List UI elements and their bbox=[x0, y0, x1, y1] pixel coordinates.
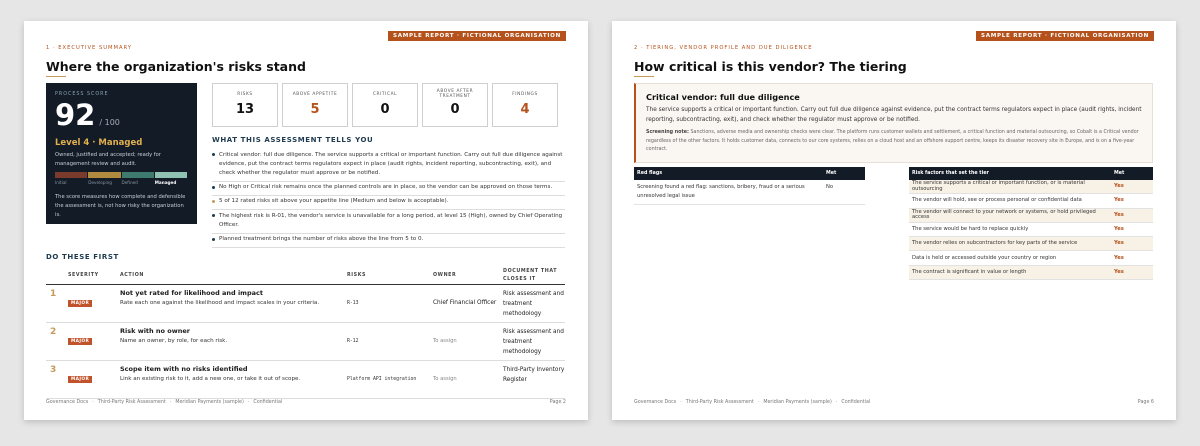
process-score-value: 92 bbox=[55, 98, 96, 132]
risk-ref: Platform API integration bbox=[347, 377, 417, 382]
stat-label: RISKS bbox=[237, 91, 253, 97]
document-cell: Third-Party Inventory Register bbox=[503, 367, 565, 384]
risk-factor-text: The service supports a critical or important function, or is material outsourcing bbox=[912, 180, 1085, 192]
action-row bbox=[46, 323, 565, 361]
footer-item: Meridian Payments (sample) bbox=[763, 400, 832, 405]
page-footer bbox=[634, 400, 1154, 405]
finding-item: No High or Critical risk remains once the planned controls are in place, so the vendor can be approved on those terms. bbox=[212, 182, 565, 196]
screening-note-label: Screening note: bbox=[646, 130, 689, 136]
page-number: Page 2 bbox=[549, 400, 566, 405]
action-row bbox=[46, 285, 565, 323]
risk-factor-text: Data is held or accessed outside your country or region bbox=[912, 254, 1057, 261]
risk-factor-row bbox=[909, 251, 1153, 265]
stat-value: 0 bbox=[380, 102, 390, 117]
action-cell bbox=[120, 327, 347, 360]
stat-card bbox=[492, 83, 558, 127]
footer-item: Governance Docs bbox=[46, 400, 89, 405]
risk-factor-row bbox=[909, 194, 1153, 208]
red-flag-text: Screening found a red flag: sanctions, bribery, fraud or a serious unresolved legal issue bbox=[637, 184, 805, 200]
do-first-header bbox=[46, 267, 565, 285]
title-underline bbox=[634, 76, 654, 77]
score-note: The score measures how complete and defensible the assessment is, not how risky the organization is. bbox=[55, 194, 186, 218]
process-score-card bbox=[46, 83, 197, 224]
maturity-segment-managed bbox=[155, 172, 187, 178]
stat-card bbox=[212, 83, 278, 127]
footer-separator: · bbox=[92, 400, 94, 405]
owner-value: To assign bbox=[433, 338, 457, 344]
action-description: Link an existing risk to it, add a new one, or take it out of scope. bbox=[120, 376, 301, 382]
maturity-bar bbox=[55, 172, 188, 178]
owner-cell bbox=[433, 327, 503, 360]
risk-factors-header bbox=[909, 167, 1153, 180]
maturity-segment-defined bbox=[122, 172, 154, 178]
finding-item: Planned treatment brings the number of risks above the line from 5 to 0. bbox=[212, 234, 565, 248]
finding-item: Critical vendor: full due diligence. The service supports a critical or important function. Carry out full due diligence against evidence, put the contract terms regulators expect in place (audit rights, incident reporting, subcontracting, exit), and check whether the regulator must approve or be notified. bbox=[212, 149, 565, 182]
footer-item: Confidential bbox=[841, 400, 871, 405]
risk-ref: R-13 bbox=[347, 301, 359, 306]
stat-value: 13 bbox=[235, 102, 255, 117]
owner-cell bbox=[433, 365, 503, 398]
footer-item: Third-Party Risk Assessment bbox=[685, 400, 754, 405]
assessment-findings-list bbox=[212, 149, 565, 248]
maturity-level: Level 4 · Managed bbox=[55, 138, 143, 148]
report-page-tiering bbox=[612, 21, 1176, 420]
action-number: 3 bbox=[50, 365, 57, 375]
risk-factor-text: The vendor will hold, see or process personal or confidential data bbox=[912, 197, 1082, 204]
risk-factor-met: Yes bbox=[1114, 225, 1124, 232]
finding-item: The highest risk is R-01, the vendor's service is unavailable for a long period, at level 15 (High), owned by Chief Operating Officer. bbox=[212, 210, 565, 233]
risk-factor-met: Yes bbox=[1114, 197, 1124, 204]
owner-value: Chief Financial Officer bbox=[433, 300, 497, 306]
footer-separator: · bbox=[835, 400, 838, 405]
page-footer bbox=[46, 400, 566, 405]
risk-factor-met: Yes bbox=[1114, 254, 1124, 261]
footer-item: Confidential bbox=[253, 400, 283, 405]
sample-report-banner: SAMPLE REPORT · FICTIONAL ORGANISATION bbox=[388, 31, 566, 41]
risks-cell bbox=[347, 327, 433, 360]
severity-badge: MAJOR bbox=[68, 300, 92, 307]
stat-label: ABOVE APPETITE bbox=[292, 91, 338, 97]
maturity-label: Managed bbox=[154, 180, 177, 186]
red-flag-row bbox=[634, 180, 865, 205]
maturity-description: Owned, justified and accepted; ready for management review and audit. bbox=[55, 152, 161, 167]
risk-factor-text: The contract is significant in value or length bbox=[912, 268, 1027, 275]
footer-item: Third-Party Risk Assessment bbox=[97, 400, 166, 405]
action-number: 1 bbox=[50, 289, 57, 299]
stat-card bbox=[352, 83, 418, 127]
footer-item: Governance Docs bbox=[634, 400, 677, 405]
maturity-segment-initial bbox=[55, 172, 87, 178]
footer-separator: · bbox=[680, 400, 682, 405]
risk-factor-text: The vendor will connect to your network or systems, or hold privileged access bbox=[912, 209, 1096, 221]
maturity-label: Defined bbox=[121, 180, 138, 186]
risks-cell bbox=[347, 289, 433, 322]
col-severity: SEVERITY bbox=[68, 273, 99, 278]
tells-heading: WHAT THIS ASSESSMENT TELLS YOU bbox=[212, 136, 374, 144]
risk-factor-row bbox=[909, 180, 1153, 194]
stat-value: 4 bbox=[520, 102, 530, 117]
footer-separator: · bbox=[169, 400, 172, 405]
col-risks: RISKS bbox=[347, 273, 367, 278]
page-title: How critical is this vendor? The tiering bbox=[634, 59, 907, 74]
action-description: Name an owner, by role, for each risk. bbox=[120, 338, 228, 344]
severity-badge: MAJOR bbox=[68, 376, 92, 383]
risk-factor-text: The service would be hard to replace quickly bbox=[912, 225, 1029, 232]
risk-ref: R-12 bbox=[347, 339, 359, 344]
red-flags-table bbox=[634, 167, 865, 205]
title-underline bbox=[46, 76, 66, 77]
risk-factor-met: Yes bbox=[1114, 240, 1124, 247]
do-first-table bbox=[46, 267, 565, 399]
critical-vendor-callout bbox=[634, 83, 1153, 163]
callout-body: The service supports a critical or important function. Carry out full due diligence against evidence, put the contract terms regulators expect in place (audit rights, incident reporting, subcontracting, exit), and check whether the regulator must approve or be notified. bbox=[646, 107, 1142, 123]
report-page-executive-summary bbox=[24, 21, 588, 420]
sample-report-banner: SAMPLE REPORT · FICTIONAL ORGANISATION bbox=[976, 31, 1154, 41]
screening-note bbox=[646, 129, 1142, 154]
action-cell bbox=[120, 289, 347, 322]
owner-cell bbox=[433, 289, 503, 322]
action-cell bbox=[120, 365, 347, 398]
footer-separator: · bbox=[247, 400, 250, 405]
risks-cell bbox=[347, 365, 433, 398]
callout-heading: Critical vendor: full due diligence bbox=[646, 92, 800, 102]
do-first-heading: DO THESE FIRST bbox=[46, 253, 119, 261]
stat-value: 0 bbox=[450, 102, 460, 117]
document-cell: Risk assessment and treatment methodology bbox=[503, 329, 564, 356]
severity-cell bbox=[68, 289, 120, 322]
maturity-label: Developing bbox=[88, 180, 112, 186]
risk-factor-text: The vendor relies on subcontractors for key parts of the service bbox=[912, 240, 1078, 247]
red-flags-header bbox=[634, 167, 865, 180]
document-cell: Risk assessment and treatment methodology bbox=[503, 291, 564, 318]
severity-cell bbox=[68, 365, 120, 398]
risk-factor-row bbox=[909, 223, 1153, 237]
risk-factors-table bbox=[909, 167, 1153, 280]
action-row bbox=[46, 361, 565, 399]
process-score-max: / 100 bbox=[99, 118, 120, 127]
risk-factors-col-met: Met bbox=[1114, 171, 1125, 176]
stat-value: 5 bbox=[310, 102, 320, 117]
risk-factor-met: Yes bbox=[1114, 183, 1124, 190]
severity-badge: MAJOR bbox=[68, 338, 92, 345]
severity-cell bbox=[68, 327, 120, 360]
page-number: Page 6 bbox=[1137, 400, 1154, 405]
maturity-segment-developing bbox=[88, 172, 120, 178]
process-score-label: PROCESS SCORE bbox=[55, 92, 109, 97]
finding-item: 5 of 12 rated risks sit above your appetite line (Medium and below is acceptable). bbox=[212, 196, 565, 210]
risk-factor-met: Yes bbox=[1114, 268, 1124, 275]
section-kicker: 2 · TIERING, VENDOR PROFILE AND DUE DILIGENCE bbox=[634, 45, 813, 51]
stat-label: ABOVE AFTER TREATMENT bbox=[436, 89, 474, 99]
risk-factor-row bbox=[909, 209, 1153, 223]
owner-value: To assign bbox=[433, 376, 457, 382]
col-owner: OWNER bbox=[433, 273, 457, 278]
footer-item: Meridian Payments (sample) bbox=[175, 400, 244, 405]
risk-factor-row bbox=[909, 237, 1153, 251]
screening-note-text: Sanctions, adverse media and ownership checks were clear. The platform runs customer wallets and settlement, a critical function and material outsourcing, so Cobalt is a Critical vendor regardless of the other factors. It holds customer data, connects to our core systems, relies on a cloud host and an offshore support centre, keeps its disaster recovery site in Europe, and is on a five-year contract. bbox=[646, 130, 1139, 152]
action-title: Scope item with no risks identified bbox=[120, 365, 248, 373]
risk-factor-met: Yes bbox=[1114, 211, 1124, 218]
stat-card bbox=[422, 83, 488, 127]
risk-factor-row bbox=[909, 266, 1153, 280]
col-action: ACTION bbox=[120, 273, 144, 278]
stat-card bbox=[282, 83, 348, 127]
action-number: 2 bbox=[50, 327, 57, 337]
col-document: DOCUMENT THAT CLOSES IT bbox=[503, 269, 558, 282]
maturity-labels bbox=[55, 180, 188, 185]
action-title: Not yet rated for likelihood and impact bbox=[120, 289, 263, 297]
action-description: Rate each one against the likelihood and impact scales in your criteria. bbox=[120, 300, 320, 306]
section-kicker: 1 · EXECUTIVE SUMMARY bbox=[46, 45, 132, 51]
footer-separator: · bbox=[757, 400, 760, 405]
red-flag-met: No bbox=[826, 184, 834, 190]
action-title: Risk with no owner bbox=[120, 327, 190, 335]
red-flags-col-label: Red flags bbox=[637, 171, 663, 176]
red-flags-col-met: Met bbox=[826, 171, 837, 176]
risk-factors-col-label: Risk factors that set the tier bbox=[912, 171, 989, 176]
page-title: Where the organization's risks stand bbox=[46, 59, 306, 74]
maturity-label: Initial bbox=[55, 180, 67, 186]
summary-stats bbox=[212, 83, 558, 127]
stat-label: FINDINGS bbox=[512, 91, 538, 97]
stat-label: CRITICAL bbox=[372, 91, 398, 97]
